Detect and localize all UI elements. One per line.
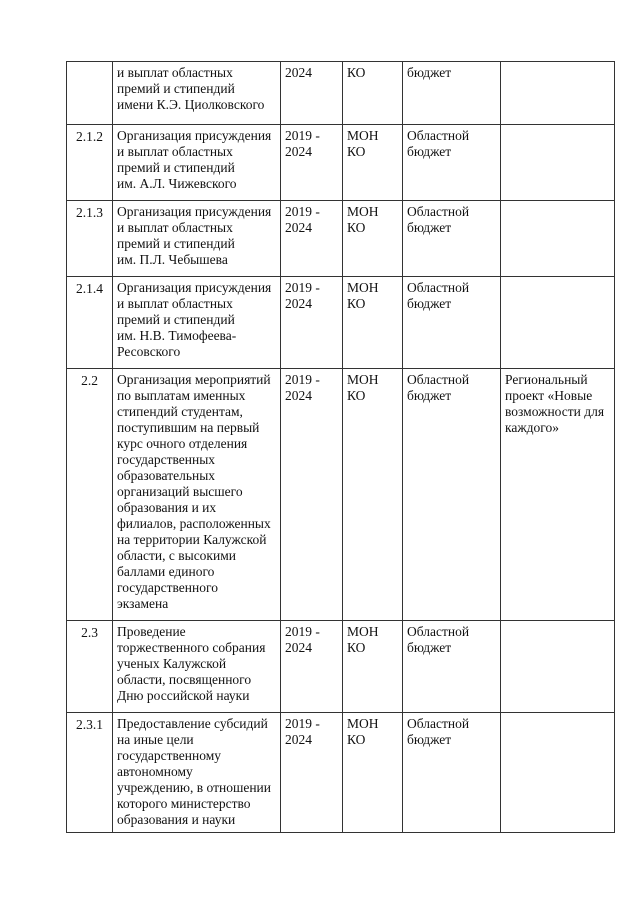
period: 2019 - 2024 [281,125,343,201]
executor: МОН КО [343,201,403,277]
funding-source: Областной бюджет [403,713,501,833]
note [501,621,615,713]
item-number [67,62,113,125]
note [501,62,615,125]
item-number: 2.2 [67,369,113,621]
period: 2024 [281,62,343,125]
table-row [67,277,615,369]
item-number: 2.1.2 [67,125,113,201]
funding-source: Областной бюджет [403,201,501,277]
funding-source: Областной бюджет [403,125,501,201]
executor: МОН КО [343,369,403,621]
activity-name: Организация мероприятий по выплатам именных стипендий студентам, поступившим на первый курс очного отделения государственных образовательных организаций высшего образования и их филиалов, расположенных на территории Калужской области, с высокими баллами единого государственного экзамена [113,369,281,621]
table-row [67,713,615,833]
activity-name: Проведение торжественного собрания ученых Калужской области, посвященного Дню российской науки [113,621,281,713]
table-row [67,369,615,621]
note [501,201,615,277]
funding-source: бюджет [403,62,501,125]
table-row [67,125,615,201]
note [501,713,615,833]
period: 2019 - 2024 [281,277,343,369]
note [501,277,615,369]
period: 2019 - 2024 [281,713,343,833]
activity-name: Предоставление субсидий на иные цели государственному автономному учреждению, в отношении которого министерство образования и науки [113,713,281,833]
executor: МОН КО [343,125,403,201]
period: 2019 - 2024 [281,369,343,621]
funding-source: Областной бюджет [403,369,501,621]
activity-name: и выплат областных премий и стипендий имени К.Э. Циолковского [113,62,281,125]
executor: КО [343,62,403,125]
activity-name: Организация присуждения и выплат областных премий и стипендий им. А.Л. Чижевского [113,125,281,201]
period: 2019 - 2024 [281,621,343,713]
period: 2019 - 2024 [281,201,343,277]
executor: МОН КО [343,621,403,713]
executor: МОН КО [343,713,403,833]
note: Региональный проект «Новые возможности для каждого» [501,369,615,621]
funding-source: Областной бюджет [403,621,501,713]
activity-name: Организация присуждения и выплат областных премий и стипендий им. П.Л. Чебышева [113,201,281,277]
item-number: 2.3 [67,621,113,713]
executor: МОН КО [343,277,403,369]
item-number: 2.1.4 [67,277,113,369]
activity-name: Организация присуждения и выплат областных премий и стипендий им. Н.В. Тимофеева- Ресовского [113,277,281,369]
item-number: 2.1.3 [67,201,113,277]
table-body [67,62,615,833]
program-table [66,61,615,833]
item-number: 2.3.1 [67,713,113,833]
table-row [67,201,615,277]
note [501,125,615,201]
table-row [67,62,615,125]
funding-source: Областной бюджет [403,277,501,369]
table-row [67,621,615,713]
